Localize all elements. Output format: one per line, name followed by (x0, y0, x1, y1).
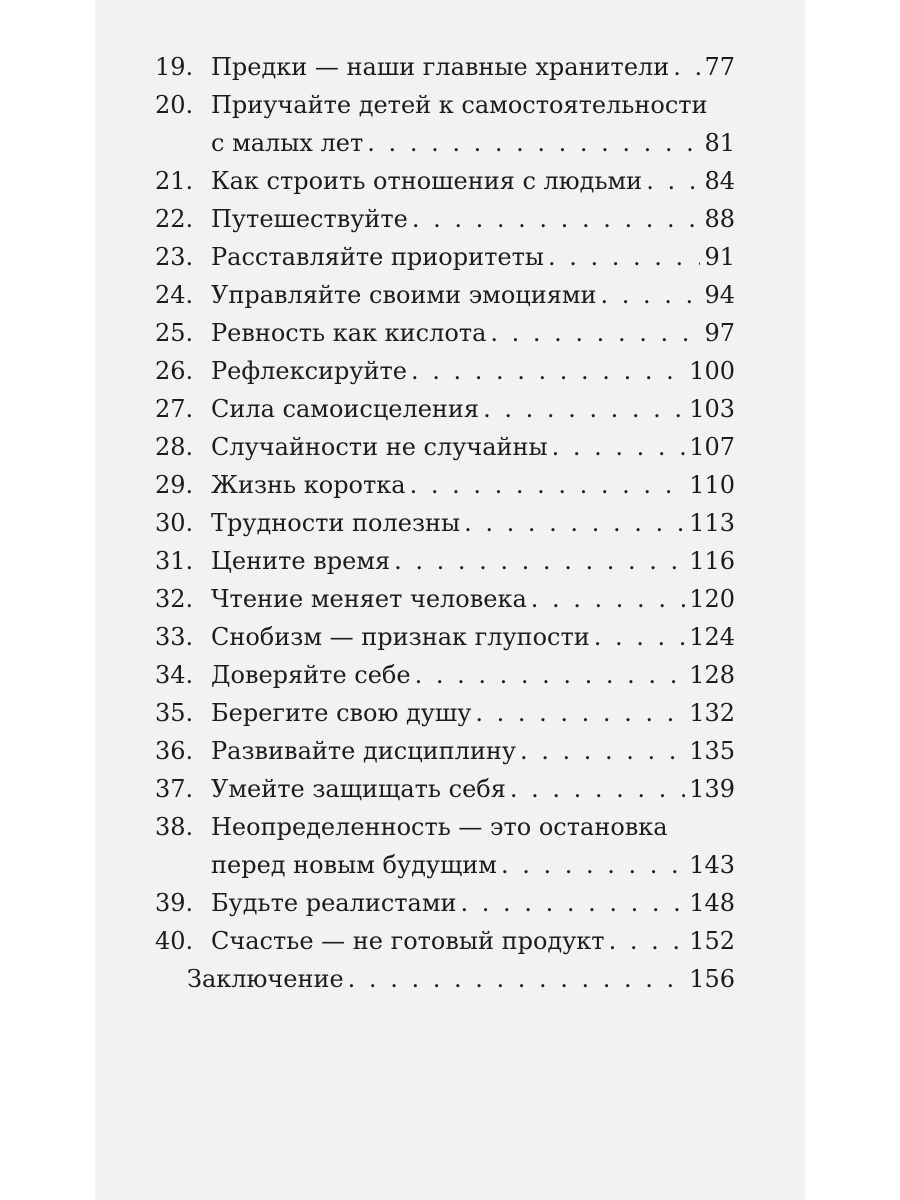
dot-leader (646, 162, 700, 200)
chapter-title: Предки — наши главные хранители (211, 53, 670, 81)
chapter-title: Случайности не случайны (211, 433, 548, 461)
dot-leader (520, 732, 685, 770)
dot-leader (490, 314, 700, 352)
dot-leader (673, 48, 700, 86)
dot-leader (461, 884, 686, 922)
chapter-number: 23. (155, 243, 194, 271)
page-number: 152 (689, 927, 735, 955)
page-number: 110 (689, 471, 735, 499)
page-number: 91 (704, 243, 735, 271)
toc-entry (155, 314, 735, 352)
chapter-number: 33. (155, 623, 194, 651)
dot-leader (594, 618, 685, 656)
chapter-number: 38. (155, 813, 194, 841)
page-number: 156 (689, 965, 735, 993)
chapter-title: Неопределенность — это остановка (211, 813, 668, 841)
chapter-title: Доверяйте себе (211, 661, 411, 689)
dot-leader (531, 580, 685, 618)
chapter-number: 37. (155, 775, 194, 803)
chapter-number: 19. (155, 53, 194, 81)
chapter-number: 29. (155, 471, 194, 499)
toc-entry (155, 86, 735, 162)
toc-entry (155, 618, 735, 656)
dot-leader (367, 124, 700, 162)
toc-entry (155, 352, 735, 390)
page-number: 116 (689, 547, 735, 575)
chapter-number: 32. (155, 585, 194, 613)
dot-leader (394, 542, 685, 580)
page-number: 128 (689, 661, 735, 689)
page-number: 97 (704, 319, 735, 347)
toc-entry (155, 960, 735, 998)
dot-leader (475, 694, 685, 732)
toc-entry (155, 276, 735, 314)
dot-leader (464, 504, 685, 542)
chapter-number: 28. (155, 433, 194, 461)
toc-entry (155, 466, 735, 504)
chapter-title: Расставляйте приоритеты (211, 243, 544, 271)
toc-entry (155, 732, 735, 770)
chapter-title: Как строить отношения с людьми (211, 167, 643, 195)
toc-entry (155, 808, 735, 884)
page-number: 135 (689, 737, 735, 765)
dot-leader (609, 922, 686, 960)
page-number: 84 (704, 167, 735, 195)
chapter-number: 25. (155, 319, 194, 347)
chapter-title: Берегите свою душу (211, 699, 472, 727)
chapter-number: 40. (155, 927, 194, 955)
page-number: 94 (704, 281, 735, 309)
page-number: 100 (689, 357, 735, 385)
chapter-number: 20. (155, 91, 194, 119)
dot-leader (411, 352, 685, 390)
chapter-title: Развивайте дисциплину (211, 737, 516, 765)
chapter-number: 39. (155, 889, 194, 917)
book-page (95, 0, 805, 1200)
chapter-title: Ревность как кислота (211, 319, 487, 347)
toc-entry (155, 428, 735, 466)
dot-leader (415, 656, 686, 694)
chapter-number: 34. (155, 661, 194, 689)
page-number: 88 (704, 205, 735, 233)
chapter-title: Жизнь коротка (211, 471, 406, 499)
page-number: 124 (689, 623, 735, 651)
chapter-title: Приучайте детей к самостоятельности (211, 91, 708, 119)
chapter-number: 24. (155, 281, 194, 309)
toc-entry (155, 884, 735, 922)
dot-leader (601, 276, 701, 314)
chapter-title: Счастье — не готовый продукт (211, 927, 605, 955)
toc-entry (155, 48, 735, 86)
dot-leader (548, 238, 701, 276)
table-of-contents (155, 48, 735, 998)
toc-entry (155, 200, 735, 238)
toc-entry (155, 162, 735, 200)
page-number: 148 (689, 889, 735, 917)
chapter-title: Чтение меняет человека (211, 585, 527, 613)
chapter-title: Цените время (211, 547, 391, 575)
page-number: 103 (689, 395, 735, 423)
chapter-title: Трудности полезны (211, 509, 461, 537)
chapter-title: Рефлексируйте (211, 357, 407, 385)
chapter-number: 21. (155, 167, 194, 195)
chapter-title: Путешествуйте (211, 205, 408, 233)
chapter-title: с малых лет (211, 129, 364, 157)
page-number: 81 (704, 129, 735, 157)
chapter-title: Снобизм — признак глупости (211, 623, 590, 651)
page-number: 143 (689, 851, 735, 879)
page-number: 113 (689, 509, 735, 537)
dot-leader (510, 770, 685, 808)
dot-leader (412, 200, 701, 238)
toc-entry (155, 580, 735, 618)
toc-entry (155, 542, 735, 580)
chapter-number: 30. (155, 509, 194, 537)
chapter-number: 36. (155, 737, 194, 765)
chapter-title: Заключение (187, 965, 344, 993)
dot-leader (348, 960, 686, 998)
toc-entry (155, 770, 735, 808)
toc-entry (155, 390, 735, 428)
dot-leader (483, 390, 685, 428)
page-number: 132 (689, 699, 735, 727)
chapter-number: 26. (155, 357, 194, 385)
dot-leader (410, 466, 686, 504)
dot-leader (552, 428, 686, 466)
chapter-title: перед новым будущим (211, 851, 497, 879)
dot-leader (501, 846, 685, 884)
chapter-number: 35. (155, 699, 194, 727)
page-number: 120 (689, 585, 735, 613)
toc-entry (155, 238, 735, 276)
page-number: 77 (704, 53, 735, 81)
chapter-title: Управляйте своими эмоциями (211, 281, 597, 309)
chapter-title: Будьте реалистами (211, 889, 457, 917)
toc-entry (155, 694, 735, 732)
chapter-number: 27. (155, 395, 194, 423)
toc-entry (155, 922, 735, 960)
chapter-title: Умейте защищать себя (211, 775, 506, 803)
chapter-number: 31. (155, 547, 194, 575)
page-number: 107 (689, 433, 735, 461)
page-number: 139 (689, 775, 735, 803)
chapter-title: Сила самоисцеления (211, 395, 480, 423)
toc-entry (155, 656, 735, 694)
chapter-number: 22. (155, 205, 194, 233)
toc-entry (155, 504, 735, 542)
